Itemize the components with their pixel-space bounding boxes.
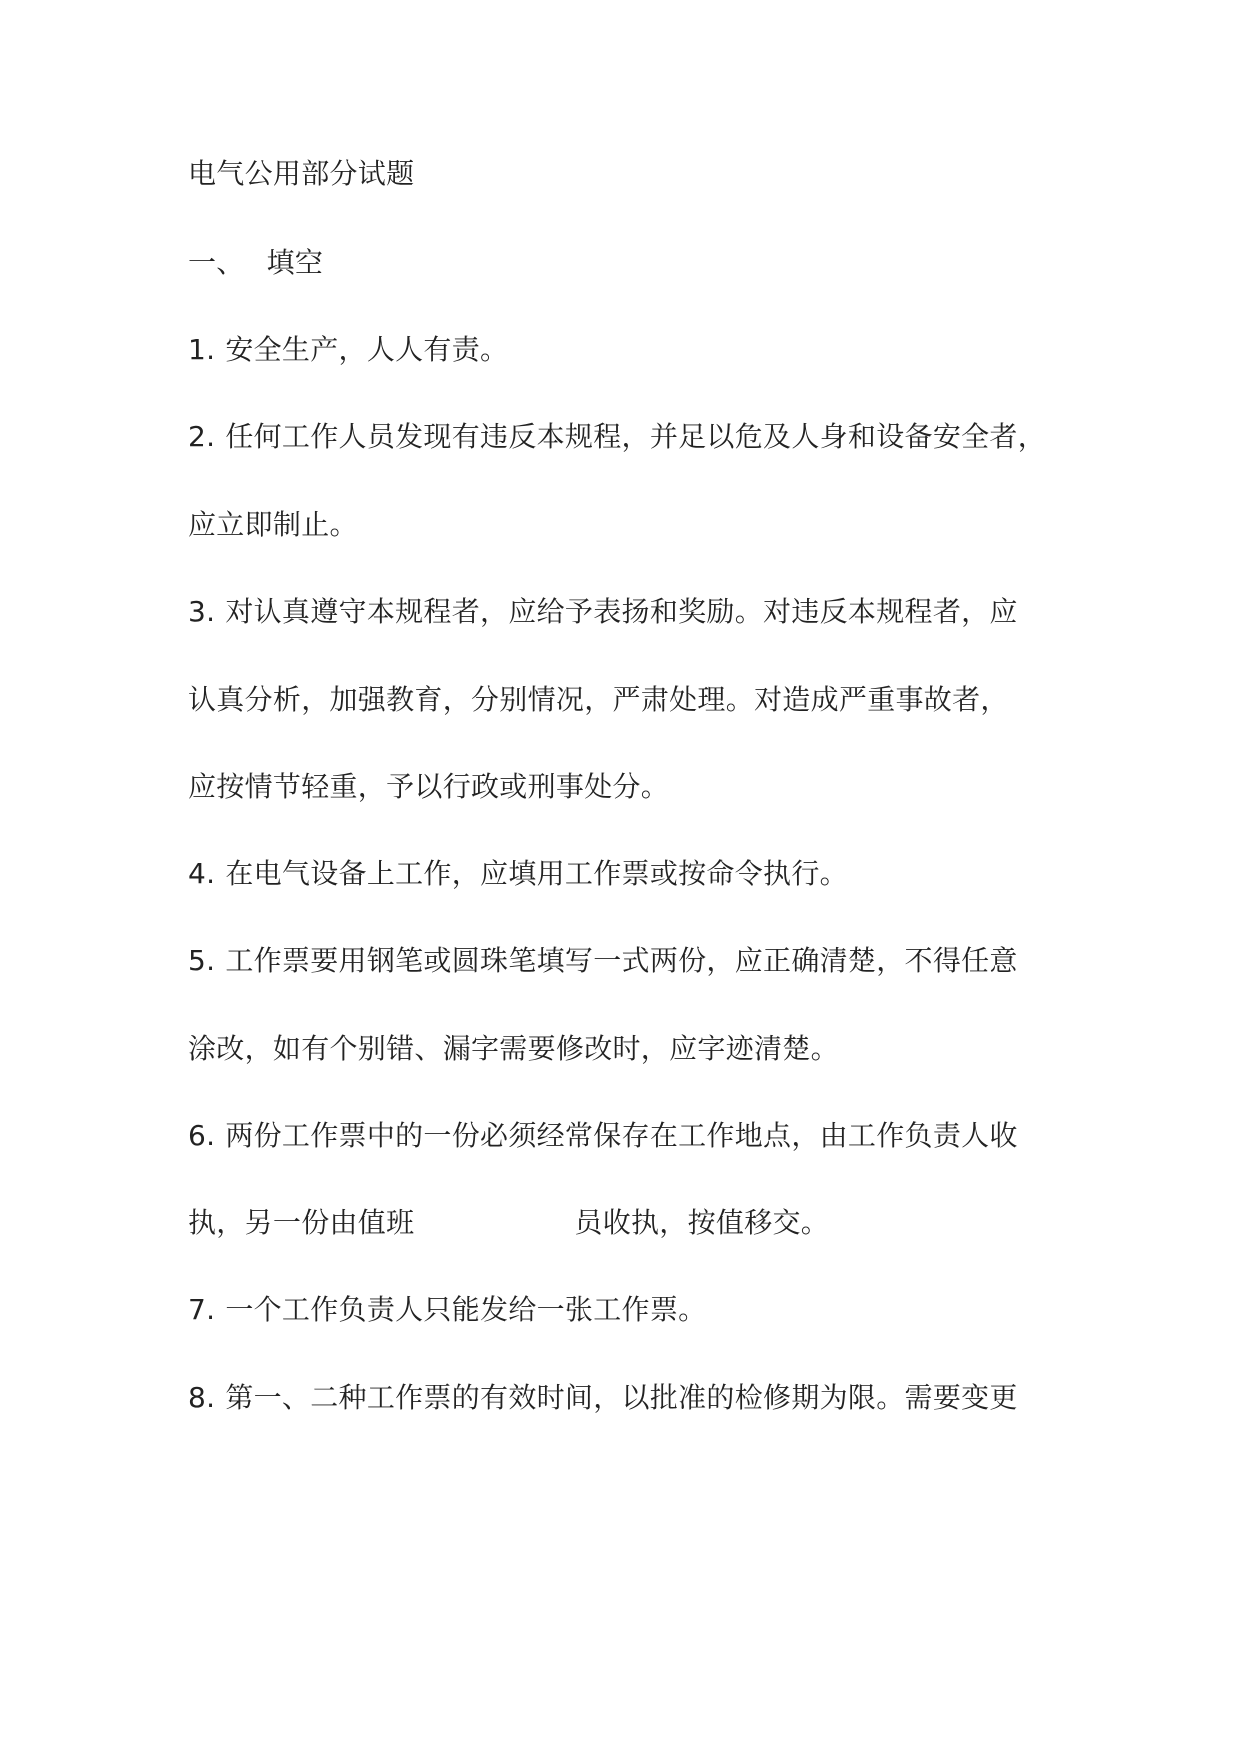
item-number: 6.: [188, 1119, 216, 1152]
question-item-3-continued: 应按情节轻重，予以行政或刑事处分。: [188, 770, 670, 803]
question-item-1: [188, 330, 508, 370]
section-heading-text: 填空: [266, 246, 324, 279]
question-item-8: [188, 1378, 1018, 1418]
question-item-5-continued: 涂改，如有个别错、漏字需要修改时，应字迹清楚。: [188, 1032, 839, 1065]
item-number: 1.: [188, 333, 216, 366]
question-item-6: [188, 1116, 1018, 1156]
item-text: 任何工作人员发现有违反本规程，并足以危及人身和设备安全者，: [225, 420, 1047, 453]
item-text: 两份工作票中的一份必须经常保存在工作地点，由工作负责人收: [225, 1119, 1018, 1152]
item-text: 对认真遵守本规程者，应给予表扬和奖励。对违反本规程者，应: [225, 595, 1018, 628]
item-number: 3.: [188, 595, 216, 628]
question-item-2: [188, 417, 1046, 457]
question-item-3-continued: 认真分析，加强教育，分别情况，严肃处理。对造成严重事故者，: [188, 683, 1009, 716]
section-number: 一、: [188, 246, 245, 279]
item-text-part: 执，另一份由值班: [188, 1206, 415, 1239]
item-text: 一个工作负责人只能发给一张工作票。: [225, 1293, 707, 1326]
item-number: 5.: [188, 944, 216, 977]
item-number: 2.: [188, 420, 216, 453]
section-heading: [188, 243, 323, 283]
question-item-5: [188, 941, 1018, 981]
document-title: 电气公用部分试题: [188, 157, 415, 190]
question-item-3: [188, 592, 1018, 632]
item-text-part: 员收执，按值移交。: [574, 1206, 830, 1239]
item-text: 工作票要用钢笔或圆珠笔填写一式两份，应正确清楚，不得任意: [225, 944, 1018, 977]
question-item-7: [188, 1290, 706, 1330]
item-text: 在电气设备上工作，应填用工作票或按命令执行。: [225, 857, 848, 890]
question-item-2-continued: 应立即制止。: [188, 508, 358, 541]
item-number: 8.: [188, 1381, 216, 1414]
item-text: 安全生产，人人有责。: [225, 333, 509, 366]
question-item-4: [188, 854, 848, 894]
question-item-6-continued: [188, 1203, 829, 1243]
item-number: 4.: [188, 857, 216, 890]
item-text: 第一、二种工作票的有效时间，以批准的检修期为限。需要变更: [225, 1381, 1018, 1414]
item-number: 7.: [188, 1293, 216, 1326]
